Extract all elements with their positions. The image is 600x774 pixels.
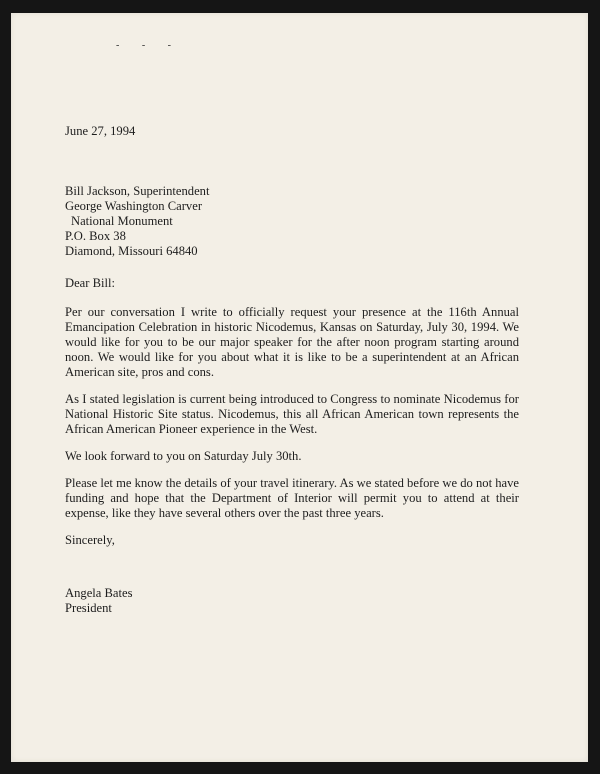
body-paragraph-4: Please let me know the details of your travel itinerary. As we stated before we do not have funding and hope that the Department of Interior will permit you to attend at their expense, like they have several others over the past three years. [65, 476, 519, 520]
recipient-org-line: George Washington Carver [65, 199, 203, 213]
salutation: Dear Bill: [65, 276, 116, 290]
recipient-address [65, 184, 519, 259]
signer-name: Angela Bates [65, 586, 133, 600]
recipient-org-line-2: National Monument [71, 214, 173, 228]
recipient-po-box-line: P.O. Box 38 [65, 229, 126, 243]
body-paragraph-3: We look forward to you on Saturday July 30th. [65, 449, 302, 463]
body-paragraph-1: Per our conversation I write to officially request your presence at the 116th Annual Emancipation Celebration in historic Nicodemus, Kansas on Saturday, July 30, 1994. We would like for you to be our major speaker for the after noon program starting around noon. We would like for you about what it is like to be a superintendent at an African American site, pros and cons. [65, 305, 519, 379]
letter-date: June 27, 1994 [65, 124, 136, 138]
recipient-city-line: Diamond, Missouri 64840 [65, 244, 198, 258]
complimentary-close: Sincerely, [65, 533, 115, 547]
signature-block [65, 586, 519, 616]
recipient-name-line: Bill Jackson, Superintendent [65, 184, 210, 198]
letter-body [65, 124, 519, 616]
stray-marks: - - - [116, 40, 181, 51]
body-paragraph-2: As I stated legislation is current being introduced to Congress to nominate Nicodemus for National Historic Site status. Nicodemus, this all African American town represents the African American Pioneer experience in the West. [65, 392, 519, 436]
signer-title: President [65, 601, 112, 615]
